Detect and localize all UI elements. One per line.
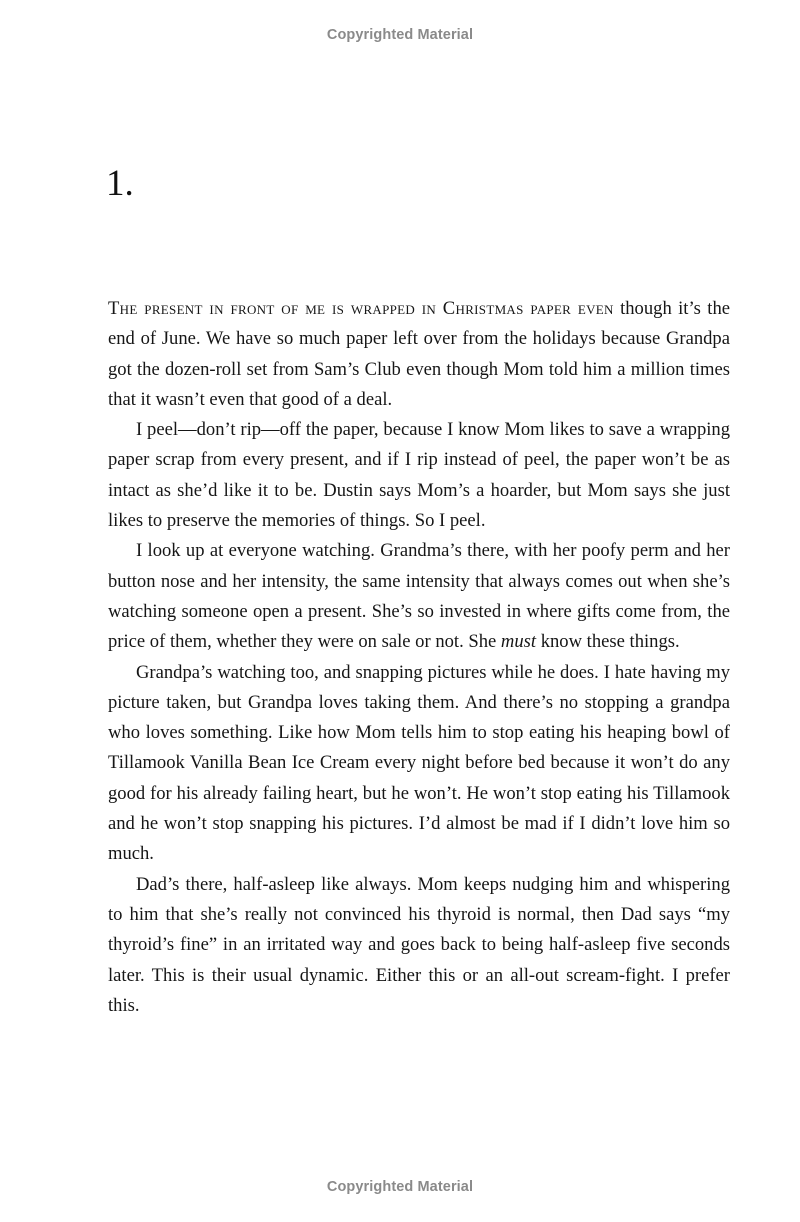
paragraph-3-text-before: I look up at everyone watching. Grandma’s there, with her poofy perm and her button nose and her intensity, the same intensity that always comes out when she’s watching someone open a present. She’s so invested in where gifts come from, the price of them, whether they were on sale or not. She <box>108 540 730 653</box>
paragraph-5: Dad’s there, half-asleep like always. Mom keeps nudging him and whispering to him that she’s really not convinced his thyroid is normal, then Dad says “my thyroid’s fine” in an irritated way and goes back to being half-asleep five seconds later. This is their usual dynamic. Either this or an all-out scream-fight. I prefer this. <box>108 873 730 1016</box>
paragraph-2: I peel—don’t rip—off the paper, because I know Mom likes to save a wrapping paper scrap from every present, and if I rip instead of peel, the paper won’t be as intact as she’d like it to be. Dustin says Mom’s a hoarder, but Mom says she just likes to preserve the memories of things. So I peel. <box>108 419 730 532</box>
copyright-watermark-bottom: Copyrighted Material <box>326 1179 474 1195</box>
chapter-number: 1. <box>106 163 134 204</box>
paragraph-3-text-after: know these things. <box>536 631 680 653</box>
emphasis-word: must <box>500 631 537 653</box>
chapter-body <box>108 294 730 1021</box>
paragraph-3 <box>108 536 730 657</box>
paragraph-4: Grandpa’s watching too, and snapping pictures while he does. I hate having my picture taken, but Grandpa loves taking them. And there’s no stopping a grandpa who loves something. Like how Mom tells him to stop eating his heaping bowl of Tillamook Vanilla Bean Ice Cream every night before bed because it won’t do any good for his already failing heart, but he won’t. He won’t stop eating his Tillamook and he won’t stop snapping his pictures. I’d almost be mad if I didn’t love him so much. <box>108 661 730 865</box>
paragraph-1 <box>108 294 730 415</box>
opening-small-caps: The present in front of me is wrapped in Christmas paper even <box>108 298 614 319</box>
copyright-watermark-top: Copyrighted Material <box>326 27 474 43</box>
paragraph-1-text: though it’s the end of June. We have so much paper left over from the holidays because Grandpa got the dozen-roll set from Sam’s Club even though Mom told him a million times that it wasn’t even that good of a deal. <box>108 298 730 410</box>
